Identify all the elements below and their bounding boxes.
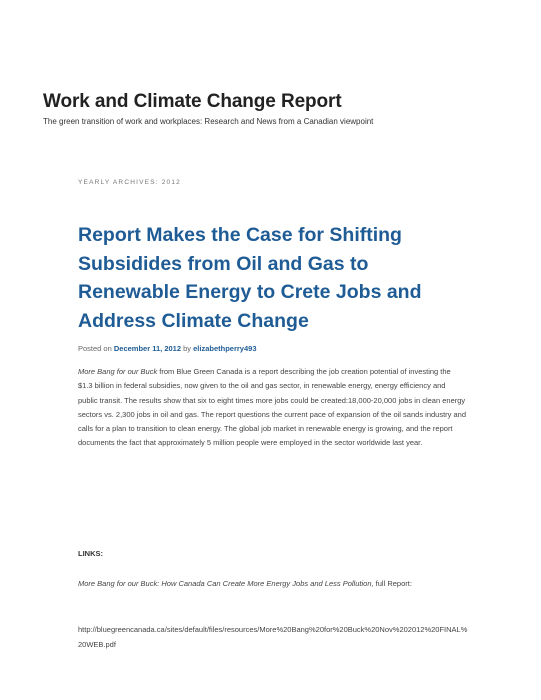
links-heading: LINKS:: [78, 549, 103, 558]
post-title[interactable]: Report Makes the Case for Shifting Subsidides from Oil and Gas to Renewable Energy to Crete Jobs and Address Climate Change: [78, 224, 422, 332]
post-meta: [78, 343, 468, 355]
post-date-link[interactable]: December 11, 2012: [113, 344, 182, 353]
report-title: More Bang for our Buck: [78, 367, 158, 376]
site-header: [43, 90, 513, 128]
links-item: [78, 576, 466, 591]
site-description: The green transition of work and workplaces: Research and News from a Canadian viewpoint: [43, 117, 374, 126]
posted-on-label: Posted on: [78, 344, 112, 353]
post-paragraph: [78, 365, 466, 451]
archive-title: YEARLY ARCHIVES: 2012: [78, 179, 181, 186]
by-label: by: [183, 344, 192, 353]
post-article: [78, 221, 468, 451]
site-title[interactable]: Work and Climate Change Report: [43, 91, 342, 112]
post-body: [78, 365, 466, 451]
links-item-title: More Bang for our Buck: How Canada Can Create More Energy Jobs and Less Pollution,: [78, 579, 374, 588]
report-url-link[interactable]: http://bluegreencanada.ca/sites/default/files/resources/More%20Bang%20for%20Buck%20Nov%202012%20FINAL%20WEB.pdf: [78, 625, 468, 649]
post-paragraph-text: from Blue Green Canada is a report describing the job creation potential of investing the $1.3 billion in federal subsidies, now given to the oil and gas sector, in renewable energy, energy efficiency and public transit. The results show that six to eight times more jobs could be created:18,000-20,000 jobs in clean energy sectors vs. 2,300 jobs in oil and gas. The report questions the current pace of expansion of the oil sands industry and calls for a plan to transition to clean energy. The global job market in renewable energy is growing, and the report documents the fact that approximately 5 million people were employed in the sector worldwide last year.: [78, 367, 467, 448]
author-link[interactable]: elizabethperry493: [193, 344, 257, 353]
main-content: [78, 178, 468, 451]
links-item-suffix: full Report:: [373, 579, 412, 588]
